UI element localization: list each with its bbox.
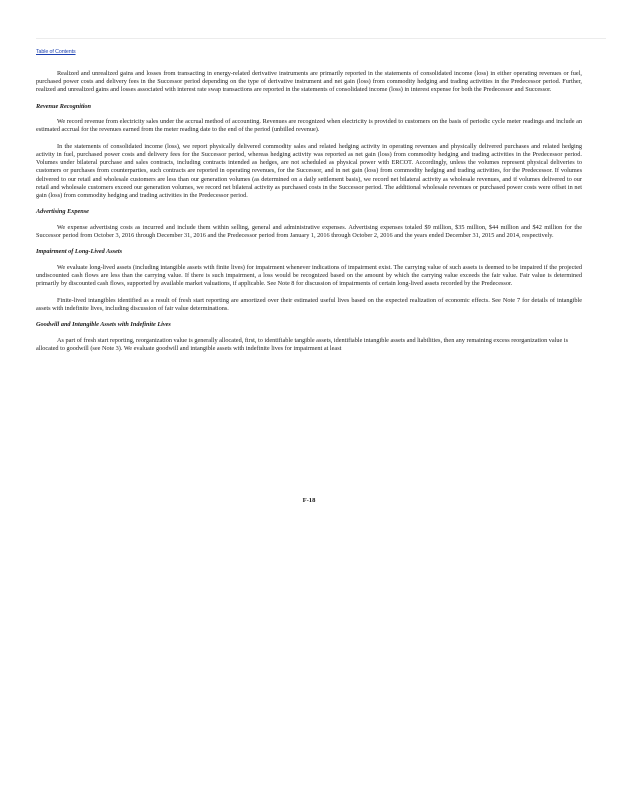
table-of-contents-link[interactable]: Table of Contents bbox=[36, 49, 76, 55]
paragraph-revenue-accrual: We record revenue from electricity sales under the accrual method of accounting. Revenues are recognized when electricity is provided to customers on the basis of periodic cycle meter readings and include an estimated accrual for the revenues earned from the meter reading date to the end of the period (unbilled revenue). bbox=[36, 118, 582, 134]
page-number: F-18 bbox=[302, 497, 316, 504]
heading-advertising-expense: Advertising Expense bbox=[36, 208, 89, 216]
paragraph-derivative-gains: Realized and unrealized gains and losses from transacting in energy-related derivative instruments are primarily reported in the statements of consolidated income (loss) in either operating revenues or fuel, purchased power costs and delivery fees in the Successor period depending on the type of derivative instrument and net gain (loss) from commodity hedging and trading activities in the Predecessor period. Further, realized and unrealized gains and losses associated with interest rate swap transactions are reported in the statements of consolidated income (loss) in interest expense for both the Predecessor and Successor. bbox=[36, 70, 582, 94]
paragraph-goodwill: As part of fresh start reporting, reorganization value is generally allocated, first, to identifiable tangible assets, identifiable intangible assets and liabilities, then any remaining excess reorganization value is allocated to goodwill (see Note 3). We evaluate goodwill and intangible assets with indefinite lives for impairment at least bbox=[36, 336, 569, 352]
heading-goodwill: Goodwill and Intangible Assets with Indefinite Lives bbox=[36, 321, 171, 329]
paragraph-revenue-reporting: In the statements of consolidated income (loss), we report physically delivered commodity sales and related hedging activity in operating revenues and physically delivered purchases and related hedging activity in fuel, purchased power costs and delivery fees for the Successor period, whereas hedging activity was reported as net gain (loss) from commodity hedging and trading activities in the Predecessor period. Volumes under bilateral purchase and sales contracts, including contracts intended as hedges, are not scheduled as physical power with ERCOT. Accordingly, unless the volumes represent physical deliveries to customers or purchases from counterparties, such contracts are reported in operating revenues, for the Successor, and in net gain (loss) from commodity hedging and trading activities, for the Predecessor. If volumes delivered to our retail and wholesale customers are less than our generation volumes (as determined on a daily settlement basis), we record net bilateral activity as wholesale revenues, and if volumes delivered to our retail and wholesale customers exceed our generation volumes, we record net bilateral activity as purchased costs in the Successor period. The additional wholesale revenues or purchased power costs were offset in net gain (loss) from commodity hedging and trading activities in the Predecessor period. bbox=[36, 142, 582, 199]
heading-impairment: Impairment of Long-Lived Assets bbox=[36, 248, 123, 256]
document-body bbox=[36, 70, 582, 353]
paragraph-finite-lived-intangibles: Finite-lived intangibles identified as a result of fresh start reporting are amortized over their estimated useful lives based on the expected realization of economic effects. See Note 7 for details of intangible assets with indefinite lives, including discussion of fair value determinations. bbox=[36, 296, 582, 312]
heading-revenue-recognition: Revenue Recognition bbox=[36, 102, 92, 110]
top-divider bbox=[36, 38, 606, 39]
paragraph-impairment: We evaluate long-lived assets (including intangible assets with finite lives) for impairment whenever indications of impairment exist. The carrying value of such assets is deemed to be impaired if the projected undiscounted cash flows are less than the carrying value. If there is such impairment, a loss would be recognized based on the amount by which the carrying value exceeds the fair value. Fair value is determined primarily by discounted cash flows, supported by available market valuations, if applicable. See Note 8 for discussion of impairments of certain long-lived assets recorded by the Predecessor. bbox=[36, 263, 582, 288]
paragraph-advertising: We expense advertising costs as incurred and include them within selling, general and administrative expenses. Advertising expenses totaled $9 million, $35 million, $44 million and $42 million for the Successor period from October 3, 2016 through December 31, 2016 and the Predecessor period from January 1, 2016 through October 2, 2016 and the years ended December 31, 2015 and 2014, respectively. bbox=[36, 223, 582, 239]
